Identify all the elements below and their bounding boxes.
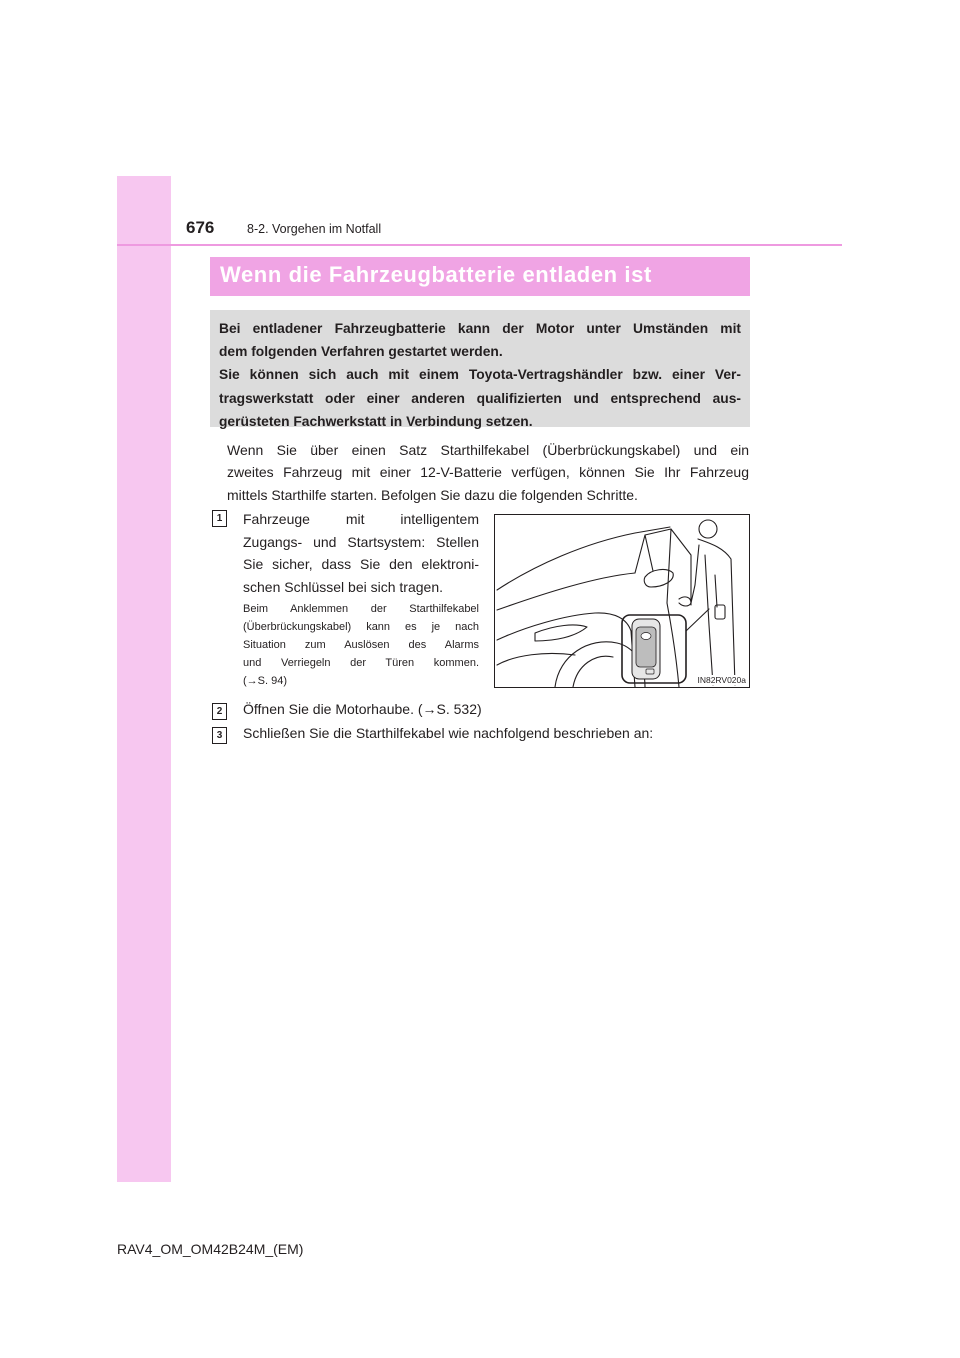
note-line: (→S. 94) bbox=[243, 675, 288, 687]
info-line: tragswerkstatt oder einer anderen qualifizierten und entsprechend aus- bbox=[219, 390, 741, 406]
footer-code: RAV4_OM_OM42B24M_(EM) bbox=[117, 1241, 304, 1257]
step-2-text: Öffnen Sie die Motorhaube. (→S. 532) bbox=[243, 701, 482, 717]
note-line: Situation zum Auslösen des Alarms bbox=[243, 639, 479, 651]
step-1-note bbox=[243, 600, 479, 690]
step-3-text: Schließen Sie die Starthilfekabel wie nachfolgend beschrieben an: bbox=[243, 725, 654, 741]
section-title: Wenn die Fahrzeugbatterie entladen ist bbox=[220, 262, 652, 287]
intro-paragraph bbox=[227, 439, 749, 506]
info-line: dem folgenden Verfahren gestartet werden. bbox=[219, 344, 503, 360]
chapter-sidebar-tab bbox=[117, 176, 171, 1182]
step-number-3: 3 bbox=[212, 727, 227, 744]
step-number-2: 2 bbox=[212, 703, 227, 720]
step-line: Fahrzeuge mit intelligentem bbox=[243, 511, 479, 527]
section-title-bar bbox=[210, 257, 750, 296]
intro-line: mittels Starthilfe starten. Befolgen Sie dazu die folgenden Schritte. bbox=[227, 486, 638, 503]
car-illustration-drawing bbox=[495, 515, 749, 687]
figure-code: IN82RV020a bbox=[697, 675, 746, 685]
intro-line: Wenn Sie über einen Satz Starthilfekabel (Überbrückungskabel) und ein bbox=[227, 442, 749, 458]
info-line: Bei entladener Fahrzeugbatterie kann der Motor unter Umständen mit bbox=[219, 321, 741, 336]
step-line: Zugangs- und Startsystem: Stellen bbox=[243, 533, 479, 550]
intro-line: zweites Fahrzeug mit einer 12-V-Batterie verfügen, können Sie Ihr Fahrzeug bbox=[227, 464, 749, 481]
note-line: (Überbrückungskabel) kann es je nach bbox=[243, 621, 479, 633]
info-line: gerüsteten Fachwerkstatt in Verbindung setzen. bbox=[219, 413, 533, 429]
step-line: schen Schlüssel bei sich tragen. bbox=[243, 579, 443, 596]
page-number: 676 bbox=[186, 218, 215, 237]
section-label: 8-2. Vorgehen im Notfall bbox=[247, 222, 382, 236]
header-rule bbox=[117, 244, 842, 246]
info-box bbox=[210, 310, 750, 427]
step-1-text bbox=[243, 508, 479, 599]
step-number-1: 1 bbox=[212, 510, 227, 527]
info-line: Sie können sich auch mit einem Toyota-Vertragshändler bzw. einer Ver- bbox=[219, 367, 741, 383]
note-line: und Verriegeln der Türen kommen. bbox=[243, 657, 479, 669]
step-line: Sie sicher, dass Sie den elektroni- bbox=[243, 556, 479, 573]
note-line: Beim Anklemmen der Starthilfekabel bbox=[243, 603, 479, 615]
car-key-illustration bbox=[494, 514, 750, 688]
